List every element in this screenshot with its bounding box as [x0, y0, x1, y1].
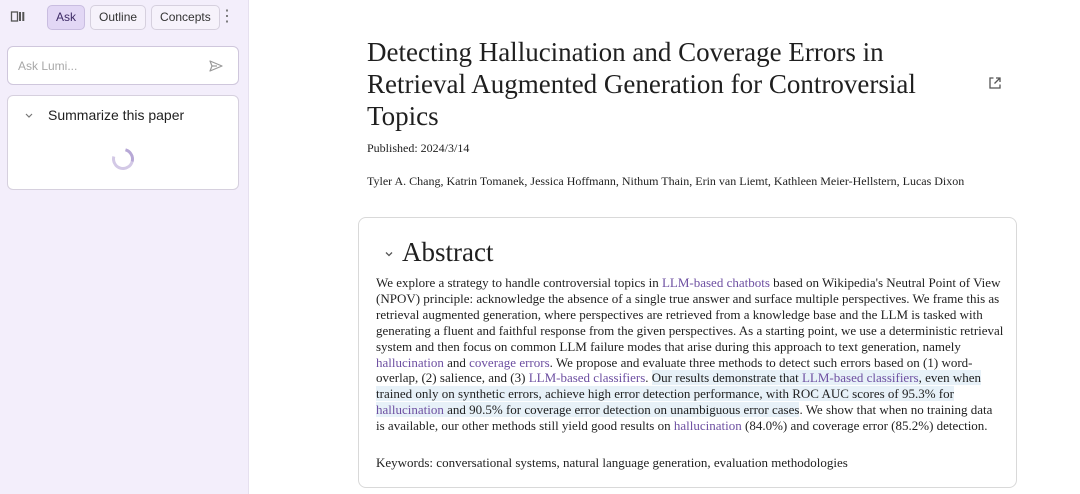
chevron-down-icon[interactable] — [384, 246, 394, 256]
ask-box — [7, 46, 239, 85]
published-date: Published: 2024/3/14 — [367, 141, 470, 155]
summary-title[interactable]: Summarize this paper — [48, 107, 185, 123]
more-vert-icon[interactable]: ⋮ — [219, 8, 235, 25]
abstract-card — [358, 217, 1017, 488]
paper-authors: Tyler A. Chang, Katrin Tomanek, Jessica Hoffmann, Nithum Thain, Erin van Liemt, Kathleen Meier-Hellstern, Lucas Dixon — [367, 174, 965, 188]
open-in-new-icon[interactable] — [988, 76, 1002, 90]
highlighted-span: Our results demonstrate that — [651, 370, 802, 386]
tab-outline[interactable]: Outline — [90, 5, 146, 30]
concept-link[interactable]: LLM-based classifiers — [801, 370, 919, 386]
sidebar-tabs — [47, 5, 220, 30]
loading-spinner-icon — [108, 144, 138, 174]
abstract-text-span: We explore a strategy to handle controversial topics in — [376, 275, 662, 290]
paper-view — [250, 0, 1080, 494]
highlighted-span: and 90.5% for coverage error detection on unambiguous error cases — [443, 402, 800, 418]
abstract-text-span: . We propose and evaluate three methods to detect such errors based on (1) word-overlap, (2) salience, and (3) — [376, 354, 973, 386]
abstract-text-span: based on Wikipedia's Neutral Point of View (NPOV) principle: acknowledge the absence of a single true answer and surface multiple perspectives. We frame this as retrieval augmented generation, where perspectives are retrieved from a knowledge base and the LLM is tasked with generating a fluent and faithful response from the given perspectives. As a starting point, we use a deterministic retrieval system and then focus on common LLM failure modes that arise during this approach to text generation, namely — [376, 275, 1004, 354]
concept-link[interactable]: hallucination — [376, 402, 444, 418]
concept-link[interactable]: coverage errors — [469, 354, 550, 370]
abstract-heading[interactable]: Abstract — [402, 237, 494, 267]
abstract-text-span: . — [645, 370, 652, 386]
paper-title: Detecting Hallucination and Coverage Errors in Retrieval Augmented Generation for Controversial Topics — [367, 37, 916, 131]
keywords: Keywords: conversational systems, natural language generation, evaluation methodologies — [376, 455, 848, 470]
summary-card — [7, 95, 239, 190]
abstract-text — [376, 275, 1004, 434]
chevron-down-icon[interactable] — [24, 108, 34, 120]
abstract-text-span: . We show that when no training data is available, our other methods still yield good results on — [376, 402, 993, 434]
book-icon[interactable] — [10, 9, 26, 25]
tab-concepts[interactable]: Concepts — [151, 5, 220, 30]
sidebar — [0, 0, 249, 494]
highlighted-span: , even when trained only on synthetic errors, achieve high error detection performance, with ROC AUC scores of 95.3% for — [376, 370, 982, 402]
abstract-text-span: and — [443, 354, 470, 370]
tab-ask[interactable]: Ask — [47, 5, 85, 30]
concept-link[interactable]: LLM-based chatbots — [661, 275, 770, 290]
ask-input[interactable] — [18, 56, 198, 76]
concept-link[interactable]: LLM-based classifiers — [528, 370, 646, 386]
abstract-text-span: (84.0%) and coverage error (85.2%) detection. — [741, 418, 988, 434]
concept-link[interactable]: hallucination — [673, 418, 742, 434]
send-icon[interactable] — [208, 58, 224, 74]
sidebar-toolbar — [0, 0, 249, 36]
concept-link[interactable]: hallucination — [376, 354, 444, 370]
